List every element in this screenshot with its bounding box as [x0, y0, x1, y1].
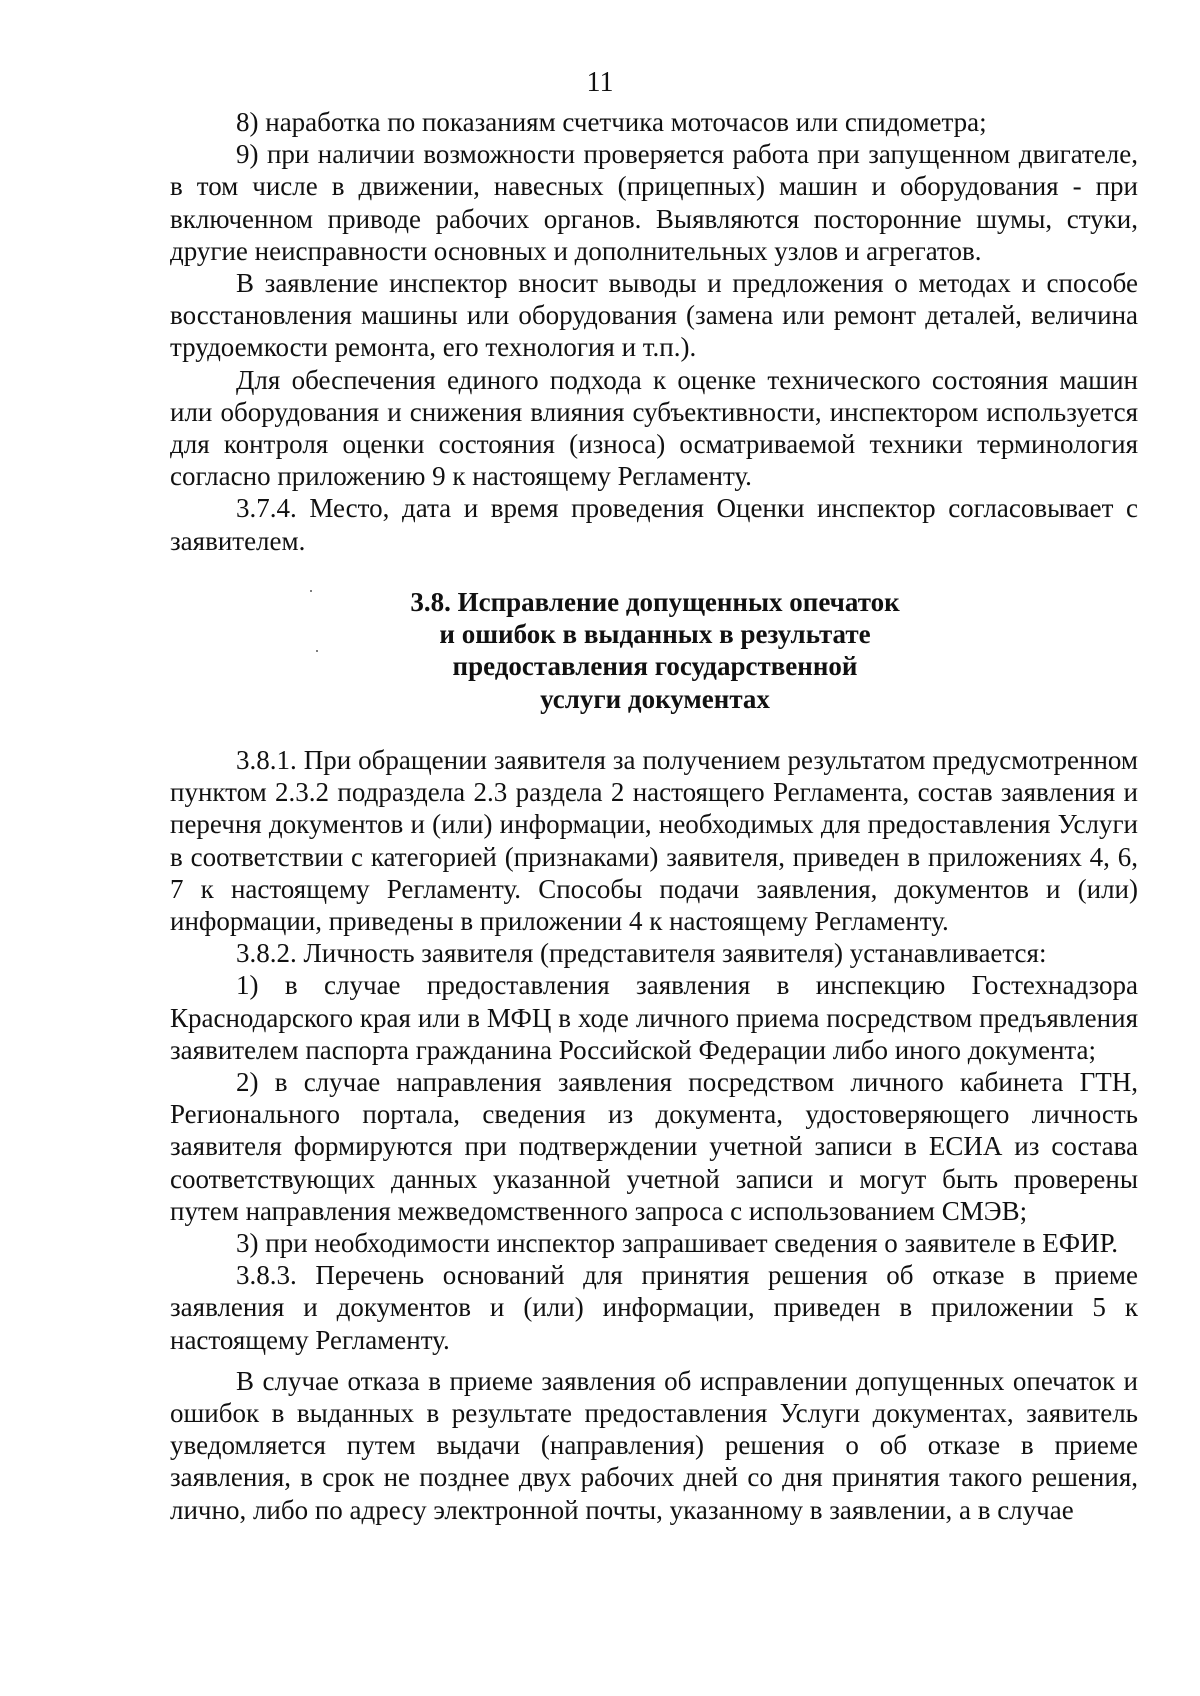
paragraph-inspector-conclusions: В заявление инспектор вносит выводы и предложения о методах и способе восстановления машины или оборудования (замена или ремонт деталей, величина трудоемкости ремонта, его технология и т.п.). [170, 268, 1138, 363]
paragraph-item-9: 9) при наличии возможности проверяется работа при запущенном двигателе, в том числе в движении, навесных (прицепных) машин и оборудования - при включенном приводе рабочих органов. Выявляются посторонние шумы, стуки, другие неисправности основных и дополнительных узлов и агрегатов. [170, 139, 1138, 266]
body-text-bottom [170, 744, 1138, 1526]
scan-speck [316, 650, 318, 652]
paragraph-3-8-2-item-1: 1) в случае предоставления заявления в инспекцию Гостехнадзора Краснодарского края или в МФЦ в ходе личного приема посредством предъявления заявителем паспорта гражданина Российской Федерации либо иного документа; [170, 970, 1138, 1065]
paragraph-item-8: 8) наработка по показаниям счетчика моточасов или спидометра; [236, 107, 987, 137]
page-number: 11 [586, 67, 614, 98]
paragraph-3-8-2-item-2: 2) в случае направления заявления посредством личного кабинета ГТН, Регионального портала, сведения из документа, удостоверяющего личность заявителя формируются при подтверждении учетной записи в ЕСИА из состава соответствующих данных указанной учетной записи и могут быть проверены путем направления межведомственного запроса с использованием СМЭВ; [170, 1067, 1138, 1226]
section-heading-line: услуги документах [540, 683, 770, 714]
scan-speck [310, 590, 312, 592]
paragraph-refusal-case: В случае отказа в приеме заявления об исправлении допущенных опечаток и ошибок в выданных в результате предоставления Услуги документах, заявитель уведомляется путем выдачи (направления) решения о об отказе в приеме заявления, в срок не позднее двух рабочих дней со дня принятия такого решения, лично, либо по адресу электронной почты, указанному в заявлении, а в случае [170, 1365, 1138, 1525]
section-heading-line: 3.8. Исправление допущенных опечаток [410, 587, 900, 617]
paragraph-3-8-1: 3.8.1. При обращении заявителя за получением результатом предусмотренном пунктом 2.3.2 подраздела 2.3 раздела 2 настоящего Регламента, состав заявления и перечня документов и (или) информации, необходимых для предоставления Услуги в соответствии с категорией (признаками) заявителя, приведен в приложениях 4, 6, 7 к настоящему Регламенту. Способы подачи заявления, документов и (или) информации, приведены в приложении 4 к настоящему Регламенту. [170, 745, 1138, 937]
paragraph-3-7-4: 3.7.4. Место, дата и время проведения Оценки инспектор согласовывает с заявителем. [170, 493, 1138, 556]
paragraph-3-8-3: 3.8.3. Перечень оснований для принятия решения об отказе в приеме заявления и документов и (или) информации, приведен в приложении 5 к настоящему Регламенту. [170, 1260, 1138, 1355]
section-heading-line: предоставления государственной [452, 651, 858, 682]
body-text-top [170, 106, 1138, 557]
section-heading-3-8 [330, 586, 980, 715]
paragraph-3-8-2: 3.8.2. Личность заявителя (представителя заявителя) устанавливается: [236, 938, 1047, 969]
paragraph-3-8-2-item-3: 3) при необходимости инспектор запрашивает сведения о заявителе в ЕФИР. [236, 1228, 1119, 1259]
section-heading-line: и ошибок в выданных в результате [439, 619, 871, 650]
paragraph-unified-approach: Для обеспечения единого подхода к оценке технического состояния машин или оборудования и снижения влияния субъективности, инспектором используется для контроля оценки состояния (износа) осматриваемой техники терминология согласно приложению 9 к настоящему Регламенту. [170, 364, 1138, 492]
